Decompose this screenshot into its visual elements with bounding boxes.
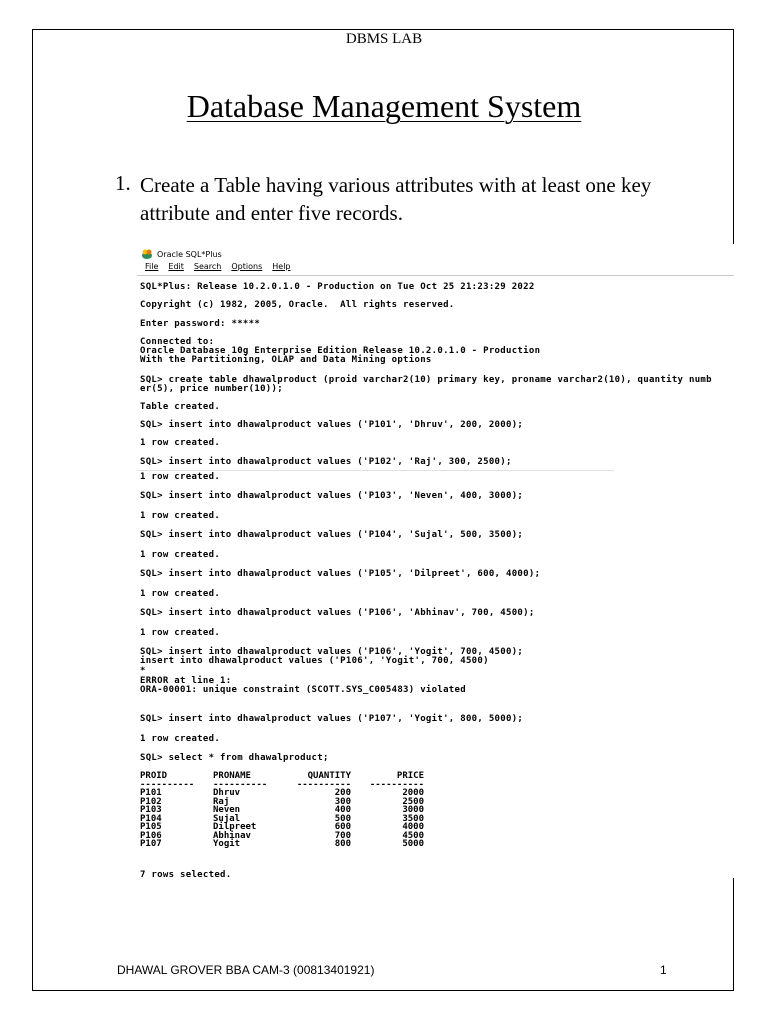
cell-proname: Yogit <box>213 839 241 849</box>
console-line: Connected to: <box>140 337 215 347</box>
results-underline-row <box>140 781 424 790</box>
console-line: 1 row created. <box>140 589 221 599</box>
cell-price: 4000 <box>402 822 424 832</box>
cell-price: 3000 <box>402 805 424 815</box>
cell-proid: P102 <box>140 796 162 807</box>
console-line: SQL*Plus: Release 10.2.0.1.0 - Production on Tue Oct 25 21:23:29 2022 <box>140 282 535 292</box>
console-line: ERROR at line 1: <box>140 676 232 686</box>
results-underline: ---------- <box>213 779 268 790</box>
console-line: SQL> create table dhawalproduct (proid varchar2(10) primary key, proname varchar2(10), quantity numb <box>140 375 712 385</box>
console-line: SQL> insert into dhawalproduct values ('P106', 'Abhinav', 700, 4500); <box>140 608 535 618</box>
menu-edit[interactable]: Edit <box>168 262 184 271</box>
page-header: DBMS LAB <box>345 31 423 47</box>
menu-file[interactable]: File <box>145 262 159 271</box>
cell-price: 4500 <box>402 830 424 841</box>
results-header-cell: QUANTITY <box>307 771 351 781</box>
window-titlebar <box>141 247 222 261</box>
results-underline: ---------- <box>140 779 195 790</box>
console-line: Copyright (c) 1982, 2005, Oracle. All rights reserved. <box>140 300 455 310</box>
results-underline: ---------- <box>369 779 424 790</box>
cell-price: 5000 <box>402 839 424 849</box>
results-header-cell: PRICE <box>396 771 424 781</box>
console-line: Enter password: ***** <box>140 319 261 329</box>
cell-price: 2000 <box>402 788 424 798</box>
console-line: 1 row created. <box>140 628 221 638</box>
console-line: 1 row created. <box>140 511 221 521</box>
console-line: SQL> insert into dhawalproduct values ('P106', 'Yogit', 700, 4500); <box>140 647 524 657</box>
console-line: Oracle Database 10g Enterprise Edition Release 10.2.0.1.0 - Production <box>140 346 541 356</box>
console-line: With the Partitioning, OLAP and Data Mining options <box>140 355 432 365</box>
table-row <box>140 806 424 815</box>
question-text: Create a Table having various attributes with at least one key attribute and enter five records. <box>140 173 652 225</box>
menu-bar <box>145 262 291 274</box>
document-title: Database Management System <box>186 88 582 124</box>
console-line: 1 row created. <box>140 550 221 560</box>
console-line: * <box>140 666 146 676</box>
console-line: 1 row created. <box>140 734 221 744</box>
table-row <box>140 840 424 849</box>
cell-proname: Raj <box>213 796 230 807</box>
cell-price: 2500 <box>402 796 424 807</box>
cell-proid: P106 <box>140 830 162 841</box>
cell-proid: P103 <box>140 805 162 815</box>
cell-price: 3500 <box>402 813 424 824</box>
console-line: SQL> insert into dhawalproduct values ('P101', 'Dhruv', 200, 2000); <box>140 420 524 430</box>
cell-proname: Dhruv <box>213 788 241 798</box>
table-row <box>140 815 424 824</box>
menu-divider <box>137 275 734 276</box>
console-line: SQL> insert into dhawalproduct values ('P103', 'Neven', 400, 3000); <box>140 491 524 501</box>
console-line: insert into dhawalproduct values ('P106', 'Yogit', 700, 4500) <box>140 656 489 666</box>
table-row <box>140 832 424 841</box>
console-line: SQL> select * from dhawalproduct; <box>140 753 329 763</box>
console-line: 1 row created. <box>140 472 221 482</box>
cell-quantity: 300 <box>334 796 351 807</box>
console-line: SQL> insert into dhawalproduct values ('P105', 'Dilpreet', 600, 4000); <box>140 569 541 579</box>
menu-help[interactable]: Help <box>272 262 291 271</box>
cell-proid: P105 <box>140 822 162 832</box>
cell-quantity: 200 <box>334 788 351 798</box>
footer-author: DHAWAL GROVER BBA CAM-3 (00813401921) <box>117 963 375 977</box>
cell-proname: Dilpreet <box>213 822 257 832</box>
cell-proid: P101 <box>140 788 162 798</box>
console-line: SQL> insert into dhawalproduct values ('P102', 'Raj', 300, 2500); <box>140 457 512 467</box>
table-row <box>140 789 424 798</box>
oracle-app-icon <box>141 248 153 260</box>
query-results-table <box>140 772 424 849</box>
cell-proid: P104 <box>140 813 162 824</box>
sqlplus-screenshot <box>137 244 734 878</box>
console-line: SQL> insert into dhawalproduct values ('P107', 'Yogit', 800, 5000); <box>140 714 524 724</box>
results-underline: ---------- <box>296 779 351 790</box>
footer-page-number: 1 <box>660 963 667 977</box>
results-header-cell: PROID <box>140 771 168 781</box>
table-row <box>140 823 424 832</box>
cell-quantity: 700 <box>334 830 351 841</box>
results-header-cell: PRONAME <box>213 771 251 781</box>
window-title: Oracle SQL*Plus <box>157 249 222 259</box>
table-row <box>140 798 424 807</box>
console-line: er(5), price number(10)); <box>140 384 283 394</box>
question-number: 1. <box>115 171 131 195</box>
cell-quantity: 800 <box>334 839 351 849</box>
cell-proname: Sujal <box>213 813 241 824</box>
console-separator <box>137 470 614 471</box>
cell-proid: P107 <box>140 839 162 849</box>
console-line: Table created. <box>140 402 221 412</box>
cell-proname: Neven <box>213 805 241 815</box>
console-line: 7 rows selected. <box>140 870 232 878</box>
menu-search[interactable]: Search <box>193 262 222 271</box>
console-line: SQL> insert into dhawalproduct values ('P104', 'Sujal', 500, 3500); <box>140 530 524 540</box>
console-line: ORA-00001: unique constraint (SCOTT.SYS_C005483) violated <box>140 685 466 695</box>
menu-options[interactable]: Options <box>231 262 263 271</box>
console-line: 1 row created. <box>140 438 221 448</box>
cell-quantity: 400 <box>334 805 351 815</box>
cell-quantity: 600 <box>334 822 351 832</box>
cell-quantity: 500 <box>334 813 351 824</box>
cell-proname: Abhinav <box>213 830 251 841</box>
